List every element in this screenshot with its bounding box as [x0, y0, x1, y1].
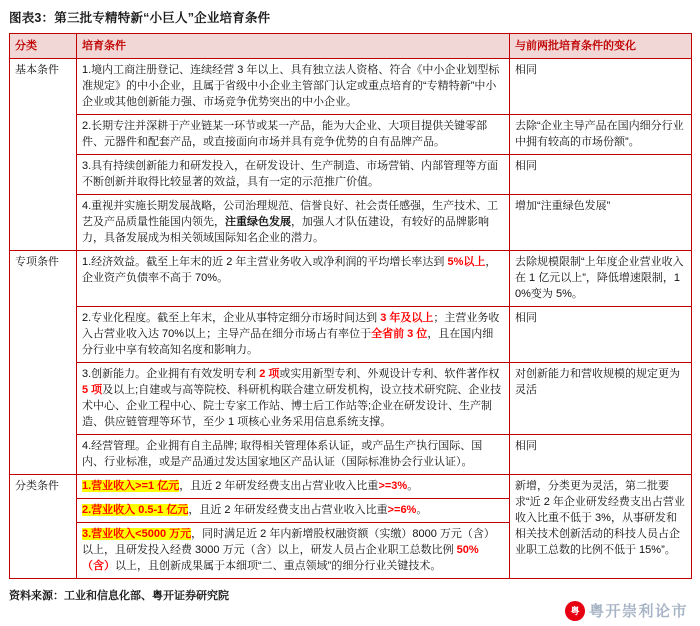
source-note: 资料来源：工业和信息化部、粤开证券研究院 — [9, 590, 229, 602]
table-row — [10, 251, 692, 307]
text-segment: 相同 — [515, 64, 537, 76]
header-row — [10, 34, 692, 59]
header-change: 与前两批培育条件的变化 — [510, 34, 692, 59]
change-cell — [510, 251, 692, 307]
text-segment: 4.重视并实施长期发展战略，公司治理规范、信誉良好、社会责任感强，生产技术、工艺及产品质量性能国内领先， — [82, 200, 499, 228]
category-cell: 基本条件 — [10, 59, 77, 251]
table-row — [10, 195, 692, 251]
text-segment: 及以上;自建或与高等院校、科研机构联合建立研发机构，设立技术研究院、企业技术中心、企业工程中心、院士专家工作站、博士后工作站等;企业在研发设计、生产制造、供应链管理等环节，至少 1 项核心业务采用信息系统支撑。 — [82, 384, 502, 428]
text-segment: 3.创新能力。企业拥有有效发明专利 — [82, 368, 260, 380]
text-segment: 去除规模限制“上年度企业营业收入在 1 亿元以上”，降低增速限制，10%变为 5%。 — [515, 256, 684, 300]
yuekai-logo-icon: 粤 — [565, 601, 585, 621]
text-segment: ，加强人才队伍建设，有较好的品牌影响力，具备发展成为相关领域国际知名企业的潜力。 — [82, 216, 489, 244]
emphasis-text: 3 年及以上 — [380, 312, 434, 324]
table-header — [10, 34, 692, 59]
condition-cell — [77, 363, 510, 435]
change-cell — [510, 363, 692, 435]
change-cell — [510, 435, 692, 475]
table-row — [10, 155, 692, 195]
text-segment: 去除“企业主导产品在国内细分行业中拥有较高的市场份额”。 — [515, 120, 684, 148]
text-segment: 1.经济效益。截至上年末的近 2 年主营业务收入或净利润的平均增长率达到 — [82, 256, 448, 268]
text-segment: 相同 — [515, 160, 537, 172]
header-category: 分类 — [10, 34, 77, 59]
chart-title: 图表3：第三批专精特新“小巨人”企业培育条件 — [9, 11, 271, 25]
condition-cell — [77, 307, 510, 363]
table-row — [10, 435, 692, 475]
condition-cell — [77, 435, 510, 475]
text-segment: 增加“注重绿色发展” — [515, 200, 611, 212]
table-row — [10, 475, 692, 499]
change-cell — [510, 59, 692, 115]
text-segment: 4.经营管理。企业拥有自主品牌; 取得相关管理体系认证，或产品生产执行国际、国内、行业标准，或是产品通过发达国家地区产品认证（国际标准协会行业认证）。 — [82, 440, 483, 468]
condition-cell — [77, 523, 510, 579]
emphasis-text: 2.营业收入 0.5-1 亿元 — [82, 504, 189, 516]
emphasis-text: >=3% — [378, 480, 408, 492]
condition-cell — [77, 475, 510, 499]
emphasis-text: 1.营业收入>=1 亿元 — [82, 480, 180, 492]
condition-cell — [77, 59, 510, 115]
text-segment: 相同 — [515, 312, 537, 324]
emphasis-text: 5%以上 — [447, 256, 486, 268]
text-segment: 对创新能力和营收规模的规定更为灵活 — [515, 368, 680, 396]
table-row — [10, 363, 692, 435]
text-segment: 3.具有持续创新能力和研发投入，在研发设计、生产制造、市场营销、内部管理等方面不断创新并取得比较显著的效益，具有一定的示范推广价值。 — [82, 160, 499, 188]
text-segment: ，且近 2 年研发经费支出占营业收入比重 — [179, 480, 379, 492]
condition-cell — [77, 195, 510, 251]
change-cell — [510, 307, 692, 363]
text-segment: ，同时满足近 2 年内新增股权融资额（实缴）8000 万元（含）以上，且研发投入经费 3000 万元（含）以上，研发人员占企业职工总数比例 — [82, 528, 495, 556]
text-segment: 新增，分类更为灵活，第二批要求“近 2 年企业研发经费支出占营业收入比重不低于 3%，从事研发和相关技术创新活动的科技人员占企业职工总数的比例不低于 15%”。 — [515, 480, 685, 556]
emphasis-text: 注重绿色发展 — [225, 216, 291, 228]
text-segment: ，且在国内细分行业中享有较高知名度和影响力。 — [82, 328, 494, 356]
condition-cell — [77, 499, 510, 523]
header-condition: 培育条件 — [77, 34, 510, 59]
emphasis-text: 全省前 3 位 — [371, 328, 428, 340]
watermark — [565, 600, 688, 621]
text-segment: 或实用新型专利、外观设计专利、软件著作权 — [279, 368, 500, 380]
text-segment: ；主营业务收入占营业收入达 70%以上；主导产品在细分市场占有率位于 — [82, 312, 500, 340]
text-segment: 相同 — [515, 440, 537, 452]
change-cell — [510, 155, 692, 195]
text-segment: 。 — [416, 504, 428, 516]
table-row — [10, 59, 692, 115]
table-row — [10, 115, 692, 155]
text-segment: 2.专业化程度。截至上年末，企业从事特定细分市场时间达到 — [82, 312, 381, 324]
emphasis-text: 50%（含） — [82, 544, 479, 572]
text-segment: 以上，且创新成果属于本细项“二、重点领域”的细分行业关键技术。 — [115, 560, 442, 572]
criteria-table-body — [10, 59, 692, 579]
emphasis-text: 5 项 — [82, 384, 103, 396]
text-segment: ，企业资产负债率不高于 70%。 — [82, 256, 497, 284]
watermark-text: 粤开崇利论市 — [588, 603, 688, 620]
text-segment: ，且近 2 年研发经费支出占营业收入比重 — [188, 504, 388, 516]
change-cell — [510, 115, 692, 155]
condition-cell — [77, 251, 510, 307]
change-cell — [510, 195, 692, 251]
category-cell: 分类条件 — [10, 475, 77, 579]
text-segment: 。 — [407, 480, 419, 492]
text-segment: 1.境内工商注册登记、连续经营 3 年以上、具有独立法人资格、符合《中小企业划型标准规定》的中小企业，且属于省级中小企业主管部门认定或重点培育的“专精特新”中小企业或其他创新能力强、市场竞争优势突出的中小企业。 — [82, 64, 500, 108]
emphasis-text: 3.营业收入<5000 万元 — [82, 528, 192, 540]
criteria-table — [9, 33, 692, 579]
condition-cell — [77, 155, 510, 195]
change-cell — [510, 475, 692, 579]
condition-cell — [77, 115, 510, 155]
table-row — [10, 307, 692, 363]
emphasis-text: >=6% — [387, 504, 417, 516]
category-cell: 专项条件 — [10, 251, 77, 475]
text-segment: 2.长期专注并深耕于产业链某一环节或某一产品，能为大企业、大项目提供关键零部件、元器件和配套产品，或直接面向市场并具有竞争优势的自有品牌产品。 — [82, 120, 488, 148]
emphasis-text: 2 项 — [259, 368, 280, 380]
